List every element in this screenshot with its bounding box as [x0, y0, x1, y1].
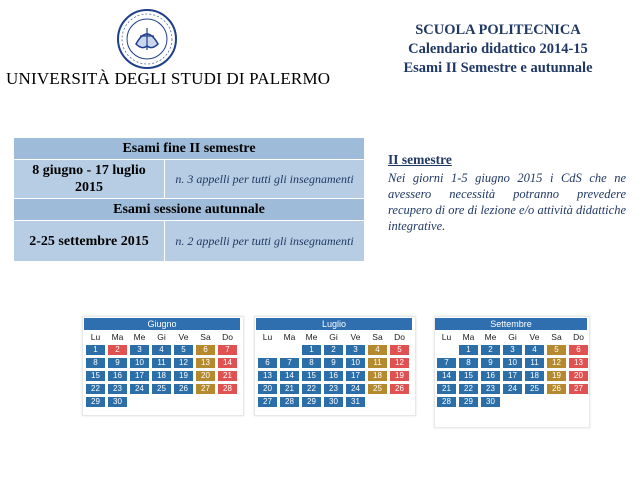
calendar-day: 13 [258, 371, 277, 381]
calendar-grid [435, 330, 587, 407]
calendar-day: 29 [459, 397, 478, 407]
calendar-month-title: Luglio [256, 318, 412, 330]
calendar-day: 10 [346, 358, 365, 368]
weekday-label: Sa [200, 332, 211, 342]
calendar-day: 17 [130, 371, 149, 381]
university-seal-logo [106, 6, 188, 76]
calendar-day: 3 [503, 345, 522, 355]
calendar-day: 6 [258, 358, 277, 368]
calendar-day: 11 [368, 358, 387, 368]
calendar-month-title: Giugno [84, 318, 240, 330]
calendar-day: 4 [525, 345, 544, 355]
calendar-day: 12 [174, 358, 193, 368]
calendar-day: 28 [218, 384, 237, 394]
calendar-day: 9 [324, 358, 343, 368]
calendar-day: 23 [481, 384, 500, 394]
calendar-day: 29 [302, 397, 321, 407]
weekday-label: Gi [508, 332, 517, 342]
calendar-day: 3 [130, 345, 149, 355]
weekday-label: Ve [178, 332, 189, 342]
calendar-day: 5 [547, 345, 566, 355]
section-date-autumn: 2-25 settembre 2015 [14, 221, 165, 262]
calendar-day: 12 [547, 358, 566, 368]
calendar-september [435, 318, 587, 407]
empty-day-cell [437, 345, 456, 355]
weekday-label: Sa [372, 332, 383, 342]
calendar-grid [256, 330, 412, 407]
section-date-semester: 8 giugno - 17 luglio 2015 [14, 160, 165, 199]
calendar-day: 5 [174, 345, 193, 355]
calendar-day: 25 [368, 384, 387, 394]
weekday-label: Lu [441, 332, 452, 342]
weekday-label: Lu [90, 332, 101, 342]
calendar-day: 18 [152, 371, 171, 381]
calendar-day: 10 [130, 358, 149, 368]
calendar-day: 25 [525, 384, 544, 394]
calendar-day: 14 [280, 371, 299, 381]
calendar-day: 6 [196, 345, 215, 355]
calendar-day: 6 [569, 345, 588, 355]
section-note-autumn: n. 2 appelli per tutti gli insegnamenti [165, 221, 365, 262]
calendar-day: 27 [569, 384, 588, 394]
calendar-day: 20 [258, 384, 277, 394]
header-calendar: Calendario didattico 2014-15 [408, 41, 588, 57]
header-exams: Esami II Semestre e autunnale [403, 60, 593, 76]
calendar-month-title: Settembre [435, 318, 587, 330]
calendar-day: 22 [86, 384, 105, 394]
calendar-day: 30 [108, 397, 127, 407]
calendar-day: 2 [481, 345, 500, 355]
calendar-day: 13 [196, 358, 215, 368]
calendar-day: 2 [324, 345, 343, 355]
weekday-label: Sa [551, 332, 562, 342]
semester-note-title: II semestre [388, 152, 452, 167]
calendar-day: 25 [152, 384, 171, 394]
calendar-day: 15 [302, 371, 321, 381]
weekday-label: Do [394, 332, 405, 342]
weekday-label: Ve [350, 332, 361, 342]
calendar-grid [84, 330, 240, 407]
weekday-label: Lu [262, 332, 273, 342]
calendar-day: 17 [503, 371, 522, 381]
calendar-day: 30 [324, 397, 343, 407]
calendar-day: 18 [368, 371, 387, 381]
exam-schedule-table [13, 137, 365, 262]
calendar-day: 19 [174, 371, 193, 381]
section-title-semester: Esami fine II semestre [14, 138, 365, 160]
weekday-label: Me [305, 332, 318, 342]
calendar-day: 4 [368, 345, 387, 355]
header-school: SCUOLA POLITECNICA [415, 22, 581, 38]
weekday-label: Me [484, 332, 497, 342]
calendar-day: 9 [108, 358, 127, 368]
empty-day-cell [280, 345, 299, 355]
semester-note [388, 152, 626, 234]
calendar-day: 1 [459, 345, 478, 355]
calendar-day: 1 [86, 345, 105, 355]
weekday-label: Ma [111, 332, 124, 342]
calendar-day: 30 [481, 397, 500, 407]
weekday-label: Gi [157, 332, 166, 342]
calendar-day: 24 [130, 384, 149, 394]
weekday-label: Do [573, 332, 584, 342]
calendar-day: 20 [569, 371, 588, 381]
calendar-day: 23 [108, 384, 127, 394]
calendar-day: 16 [108, 371, 127, 381]
section-note-semester: n. 3 appelli per tutti gli insegnamenti [165, 160, 365, 199]
calendar-day: 7 [437, 358, 456, 368]
calendar-july [256, 318, 412, 407]
calendar-day: 9 [481, 358, 500, 368]
calendar-day: 24 [346, 384, 365, 394]
calendar-day: 23 [324, 384, 343, 394]
calendar-day: 26 [547, 384, 566, 394]
calendar-day: 26 [390, 384, 409, 394]
weekday-label: Ma [283, 332, 296, 342]
calendar-day: 15 [459, 371, 478, 381]
calendar-day: 16 [324, 371, 343, 381]
calendar-day: 29 [86, 397, 105, 407]
empty-day-cell [258, 345, 277, 355]
calendar-day: 11 [152, 358, 171, 368]
calendar-day: 24 [503, 384, 522, 394]
calendar-day: 19 [390, 371, 409, 381]
calendar-day: 16 [481, 371, 500, 381]
calendar-day: 7 [280, 358, 299, 368]
calendar-day: 20 [196, 371, 215, 381]
calendar-day: 18 [525, 371, 544, 381]
calendar-day: 8 [302, 358, 321, 368]
calendar-day: 28 [280, 397, 299, 407]
weekday-label: Gi [329, 332, 338, 342]
weekday-label: Ve [529, 332, 540, 342]
page-header [383, 21, 613, 78]
calendar-june [84, 318, 240, 407]
calendar-day: 15 [86, 371, 105, 381]
weekday-label: Me [133, 332, 146, 342]
calendar-day: 14 [218, 358, 237, 368]
calendar-day: 21 [280, 384, 299, 394]
section-title-autumn: Esami sessione autunnale [14, 199, 365, 221]
calendar-day: 11 [525, 358, 544, 368]
calendar-day: 14 [437, 371, 456, 381]
calendar-day: 5 [390, 345, 409, 355]
calendar-day: 27 [258, 397, 277, 407]
calendar-day: 8 [86, 358, 105, 368]
calendar-day: 13 [569, 358, 588, 368]
calendar-day: 21 [218, 371, 237, 381]
calendar-day: 19 [547, 371, 566, 381]
calendar-day: 7 [218, 345, 237, 355]
calendar-day: 10 [503, 358, 522, 368]
calendar-day: 26 [174, 384, 193, 394]
calendar-day: 22 [302, 384, 321, 394]
calendar-day: 21 [437, 384, 456, 394]
calendar-day: 3 [346, 345, 365, 355]
calendar-day: 12 [390, 358, 409, 368]
calendar-day: 27 [196, 384, 215, 394]
calendar-day: 22 [459, 384, 478, 394]
weekday-label: Do [222, 332, 233, 342]
university-name: UNIVERSITÀ DEGLI STUDI DI PALERMO [6, 69, 331, 88]
calendar-day: 1 [302, 345, 321, 355]
calendar-day: 28 [437, 397, 456, 407]
semester-note-text: Nei giorni 1-5 giugno 2015 i CdS che ne avessero necessità potranno prevedere recupero di ore di lezione e/o attività didattiche integrative. [388, 171, 626, 233]
calendar-day: 2 [108, 345, 127, 355]
weekday-label: Ma [462, 332, 475, 342]
calendar-day: 4 [152, 345, 171, 355]
calendar-day: 17 [346, 371, 365, 381]
calendar-day: 8 [459, 358, 478, 368]
calendar-day: 31 [346, 397, 365, 407]
